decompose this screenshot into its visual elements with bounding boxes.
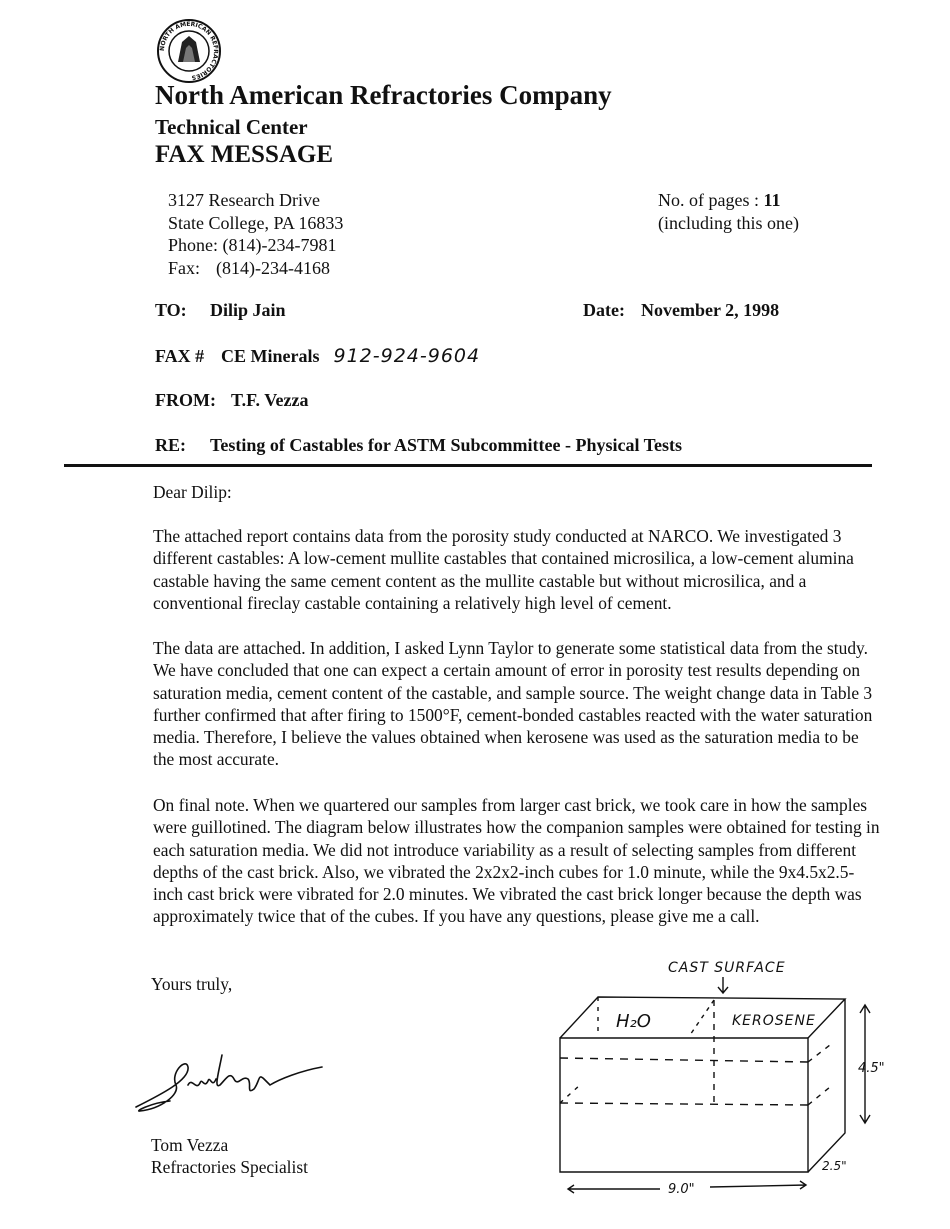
page-count: [658, 189, 799, 212]
to-line: [155, 300, 286, 321]
paragraph-1: The attached report contains data from the porosity study conducted at NARCO. We investigated 3 different castables: A low-cement mullite castables that contained microsilica, a low-cement alumina castable having the same cement content as the mullite castable but without microsilica, and a conventional fireclay castable containing a relatively high level of cement.: [153, 526, 854, 613]
fax-label: Fax:: [168, 257, 201, 278]
svg-text:NORTH AMERICAN REFRACTORIES: NORTH AMERICAN REFRACTORIES: [158, 20, 220, 81]
company-seal-logo: [156, 18, 222, 84]
to-label: TO:: [155, 300, 187, 320]
fax-message-title: FAX MESSAGE: [155, 141, 334, 168]
fax-line: [155, 345, 480, 367]
paragraph-3: On final note. When we quartered our samples from larger cast brick, we took care in how the samples were guillotined. The diagram below illustrates how the companion samples were obtained for testing in each saturation media. We did not introduce variability as a result of selecting samples from different depths of the cast brick. Also, we vibrated the 2x2x2-inch cubes for 1.0 minute, while the 9x4.5x2.5-inch cast brick were vibrated for 2.0 minutes. We vibrated the cast brick longer because the depth was approximately twice that of the cubes. If you have any questions, please give me a call.: [153, 795, 880, 927]
header-divider: [64, 464, 872, 467]
technical-center: Technical Center: [155, 115, 308, 139]
water-media-label: H₂O: [616, 1011, 651, 1032]
closing: Yours truly,: [151, 974, 233, 994]
fax-company: CE Minerals: [221, 346, 320, 366]
company-name: North American Refractories Company: [155, 80, 612, 110]
kerosene-media-label: KEROSENE: [732, 1013, 816, 1029]
date-label: Date:: [583, 300, 625, 320]
paragraph-2: The data are attached. In addition, I asked Lynn Taylor to generate some statistical data from the study. We have concluded that one can expect a certain amount of error in porosity test results depending on saturation media, cement content of the castable, and sample source. The weight change data in Table 3 further confirmed that after firing to 1500°F, cement-bonded castables reacted with the water saturation media. Therefore, I believe the values obtained when kerosene was used as the saturation media to be the most accurate.: [153, 638, 873, 770]
page-count-label: No. of pages :: [658, 190, 759, 210]
address-phone: [168, 234, 343, 257]
address-fax: [168, 257, 343, 280]
depth-dimension: 2.5": [822, 1159, 847, 1173]
length-dimension: 9.0": [668, 1182, 695, 1197]
fax-number-label: FAX #: [155, 346, 205, 366]
page-count-value: 11: [763, 190, 781, 210]
date-line: [583, 300, 779, 321]
from-label: FROM:: [155, 390, 216, 410]
cast-brick-diagram: [540, 955, 900, 1200]
handwritten-signature: [130, 1045, 330, 1120]
from-sender: T.F. Vezza: [231, 390, 309, 410]
re-subject: Testing of Castables for ASTM Subcommittee - Physical Tests: [210, 435, 683, 455]
salutation: Dear Dilip:: [153, 482, 232, 502]
signer-title: Refractories Specialist: [151, 1157, 308, 1177]
address-street: 3127 Research Drive: [168, 190, 320, 210]
sender-address: [168, 189, 343, 279]
fax-number: (814)-234-4168: [216, 257, 330, 278]
cast-surface-label: CAST SURFACE: [668, 960, 786, 976]
page-count-block: [658, 189, 799, 234]
phone-label: Phone:: [168, 235, 219, 255]
re-line: [155, 435, 682, 456]
phone-number: (814)-234-7981: [222, 235, 337, 255]
height-dimension: 4.5": [858, 1061, 885, 1076]
address-city: State College, PA 16833: [168, 212, 344, 233]
page-count-note: (including this one): [658, 212, 799, 233]
signer-name: Tom Vezza: [151, 1135, 229, 1155]
re-label: RE:: [155, 435, 186, 455]
to-recipient: Dilip Jain: [210, 300, 286, 320]
handwritten-fax-number: 912-924-9604: [333, 345, 481, 367]
date-value: November 2, 1998: [641, 300, 780, 320]
from-line: [155, 390, 309, 411]
